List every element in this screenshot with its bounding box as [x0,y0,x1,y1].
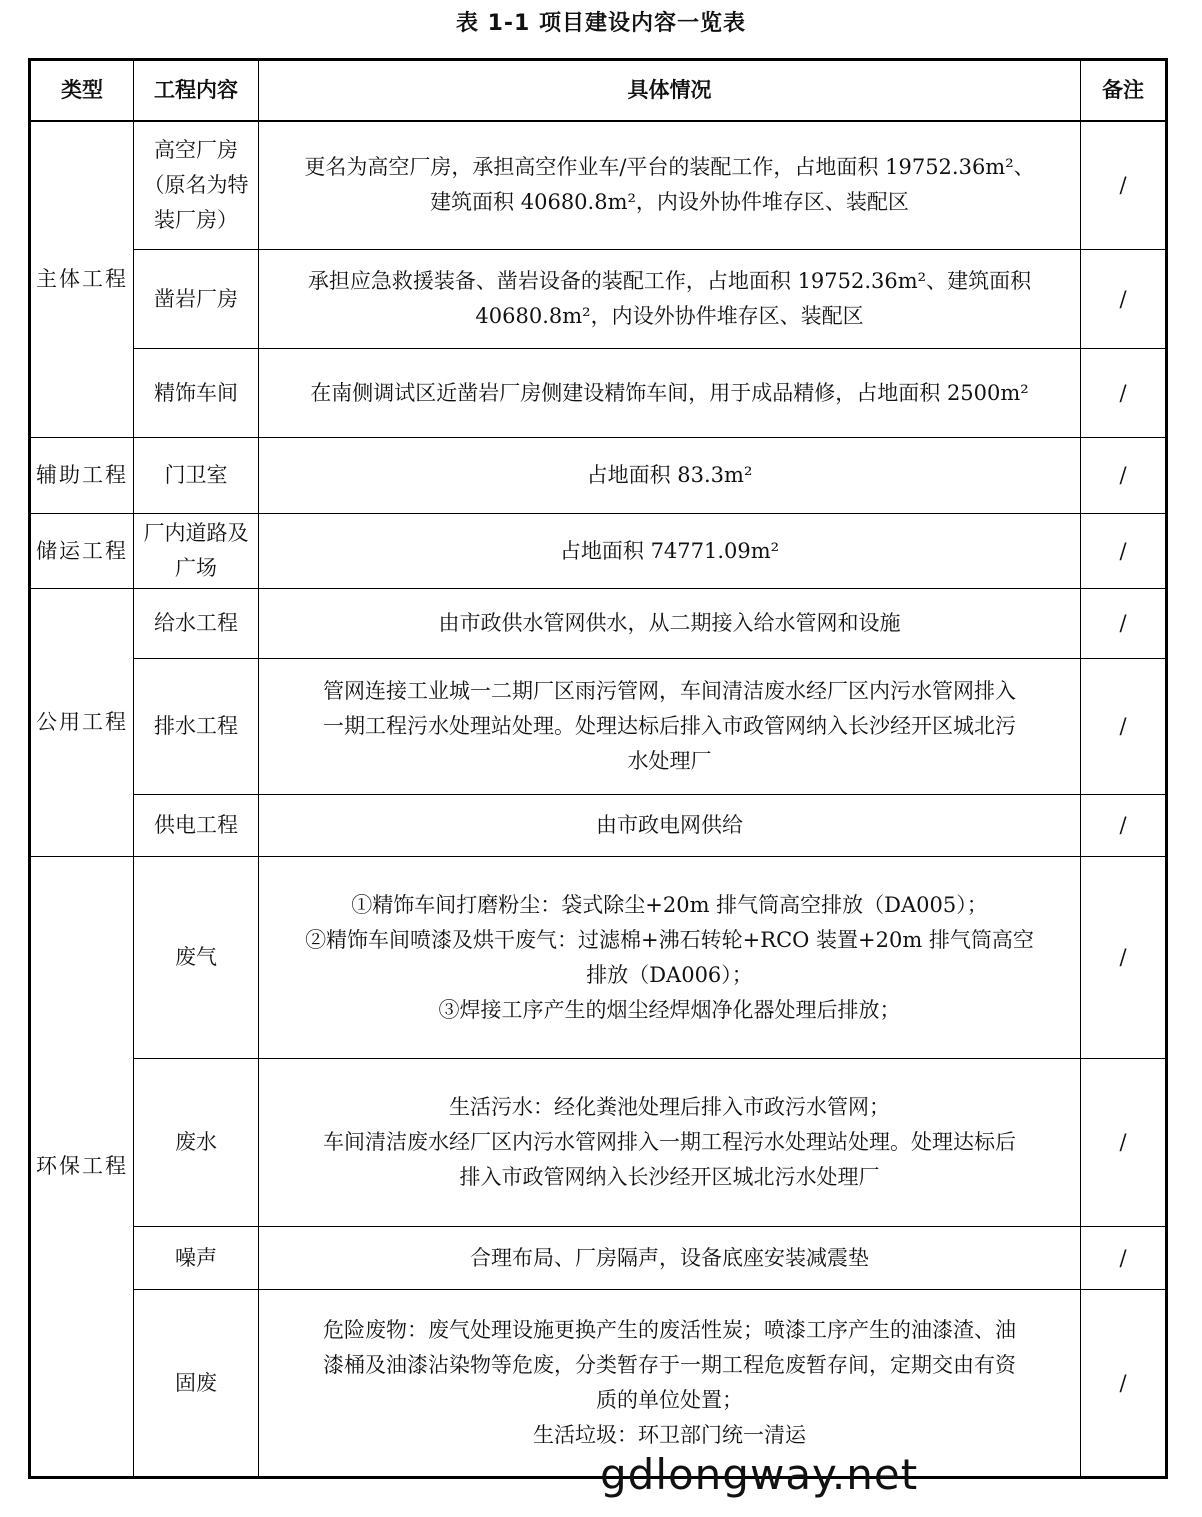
note-cell: / [1081,121,1167,250]
type-cell: 辅助工程 [30,438,134,514]
type-cell: 环保工程 [30,857,134,1478]
header-type: 类型 [30,60,134,121]
note-cell: / [1081,1059,1167,1227]
header-detail: 具体情况 [259,60,1081,121]
content-cell: 废气 [134,857,259,1059]
note-cell: / [1081,250,1167,349]
content-cell: 精饰车间 [134,349,259,438]
content-cell: 凿岩厂房 [134,250,259,349]
type-cell: 公用工程 [30,589,134,857]
detail-cell: 由市政供水管网供水，从二期接入给水管网和设施 [259,589,1081,659]
detail-cell: 由市政电网供给 [259,795,1081,857]
detail-cell: 更名为高空厂房，承担高空作业车/平台的装配工作，占地面积 19752.36m²、 建筑面积 40680.8m²，内设外协件堆存区、装配区 [259,121,1081,250]
note-cell: / [1081,349,1167,438]
content-cell: 噪声 [134,1227,259,1290]
type-cell: 储运工程 [30,514,134,589]
table-row [30,589,1167,659]
note-cell: / [1081,589,1167,659]
table-row [30,438,1167,514]
content-cell: 废水 [134,1059,259,1227]
project-content-table [28,58,1168,1479]
table-row [30,250,1167,349]
table-row [30,1290,1167,1478]
note-cell: / [1081,1227,1167,1290]
header-note: 备注 [1081,60,1167,121]
detail-cell: 占地面积 83.3m² [259,438,1081,514]
content-cell: 给水工程 [134,589,259,659]
note-cell: / [1081,1290,1167,1478]
detail-cell: 在南侧调试区近凿岩厂房侧建设精饰车间，用于成品精修，占地面积 2500m² [259,349,1081,438]
table-row [30,659,1167,795]
watermark-text: gdlongway.net [600,1450,919,1499]
table-title: 表 1-1 项目建设内容一览表 [455,11,747,36]
content-cell: 固废 [134,1290,259,1478]
note-cell: / [1081,514,1167,589]
header-content: 工程内容 [134,60,259,121]
note-cell: / [1081,438,1167,514]
detail-cell: 生活污水：经化粪池处理后排入市政污水管网； 车间清洁废水经厂区内污水管网排入一期工程污水处理站处理。处理达标后 排入市政管网纳入长沙经开区城北污水处理厂 [259,1059,1081,1227]
detail-cell: 管网连接工业城一二期厂区雨污管网，车间清洁废水经厂区内污水管网排入 一期工程污水处理站处理。处理达标后排入市政管网纳入长沙经开区城北污 水处理厂 [259,659,1081,795]
note-cell: / [1081,857,1167,1059]
detail-cell: 占地面积 74771.09m² [259,514,1081,589]
note-cell: / [1081,659,1167,795]
detail-cell: 合理布局、厂房隔声，设备底座安装减震垫 [259,1227,1081,1290]
table-row [30,349,1167,438]
table-row [30,857,1167,1059]
content-cell: 排水工程 [134,659,259,795]
type-cell: 主体工程 [30,121,134,438]
note-cell: / [1081,795,1167,857]
content-cell: 门卫室 [134,438,259,514]
content-cell: 高空厂房（原名为特装厂房） [134,121,259,250]
table-row [30,1059,1167,1227]
content-cell: 供电工程 [134,795,259,857]
detail-cell: 危险废物：废气处理设施更换产生的废活性炭；喷漆工序产生的油漆渣、油 漆桶及油漆沾染物等危废，分类暂存于一期工程危废暂存间，定期交由有资 质的单位处置； 生活垃圾：环卫部门统一清运 [259,1290,1081,1478]
table-row [30,795,1167,857]
table-row [30,514,1167,589]
table-row [30,121,1167,250]
table-row [30,1227,1167,1290]
content-cell: 厂内道路及广场 [134,514,259,589]
detail-cell: ①精饰车间打磨粉尘：袋式除尘+20m 排气筒高空排放（DA005）； ②精饰车间喷漆及烘干废气：过滤棉+沸石转轮+RCO 装置+20m 排气筒高空 排放（DA006）； ③焊接工序产生的烟尘经焊烟净化器处理后排放； [259,857,1081,1059]
detail-cell: 承担应急救援装备、凿岩设备的装配工作，占地面积 19752.36m²、建筑面积 40680.8m²，内设外协件堆存区、装配区 [259,250,1081,349]
